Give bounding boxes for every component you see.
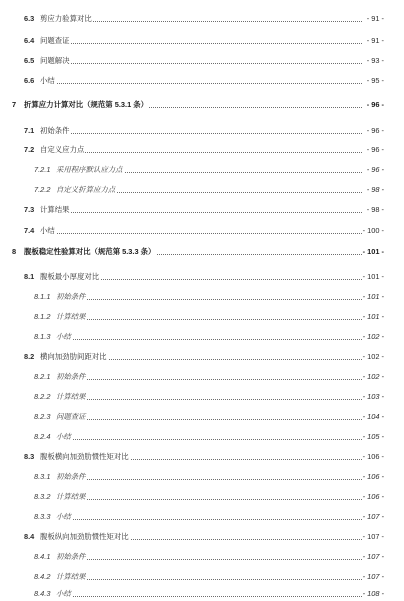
toc-entry[interactable] bbox=[0, 330, 404, 344]
toc-entry[interactable] bbox=[0, 183, 404, 197]
leader-dots bbox=[44, 233, 362, 234]
leader-dots bbox=[60, 579, 362, 580]
toc-entry-number: 8.3.1 bbox=[34, 472, 51, 481]
toc-entry[interactable] bbox=[0, 54, 404, 68]
toc-entry-title: 采用程序默认应力点 bbox=[56, 163, 124, 177]
toc-entry[interactable] bbox=[0, 570, 404, 584]
toc-entry-number: 8.2.4 bbox=[34, 432, 51, 441]
toc-entry-number: 8.1.2 bbox=[34, 312, 51, 321]
toc-entry-title: 小结 bbox=[56, 430, 72, 444]
toc-entry-title: 腹板稳定性验算对比（规范第 5.3.3 条） bbox=[24, 245, 156, 259]
toc-entry-page: - 96 - bbox=[366, 124, 384, 138]
toc-entry-number: 8.4.3 bbox=[34, 589, 51, 598]
toc-entry[interactable] bbox=[0, 290, 404, 304]
toc-entry[interactable] bbox=[0, 270, 404, 284]
toc-entry[interactable] bbox=[0, 390, 404, 404]
toc-entry-page: - 102 - bbox=[362, 330, 384, 344]
toc-entry-page: - 101 - bbox=[362, 290, 384, 304]
toc-entry-title: 初始条件 bbox=[40, 124, 71, 138]
toc-entry-page: - 104 - bbox=[362, 410, 384, 424]
toc-entry-title: 腹板横向加劲肋惯性矩对比 bbox=[40, 450, 130, 464]
toc-entry-number: 7.2.2 bbox=[34, 185, 51, 194]
toc-entry-page: - 101 - bbox=[362, 245, 384, 259]
toc-entry-page: - 107 - bbox=[362, 570, 384, 584]
toc-entry[interactable] bbox=[0, 587, 404, 601]
leader-dots bbox=[60, 339, 362, 340]
toc-entry-number: 8.1.1 bbox=[34, 292, 51, 301]
toc-entry-page: - 108 - bbox=[362, 587, 384, 601]
toc-entry[interactable] bbox=[0, 530, 404, 544]
toc-entry-title: 小结 bbox=[56, 587, 72, 601]
toc-entry[interactable] bbox=[0, 163, 404, 177]
toc-entry-page: - 95 - bbox=[366, 74, 384, 88]
toc-entry-number: 7.3 bbox=[24, 205, 35, 214]
toc-entry-title: 小结 bbox=[56, 510, 72, 524]
toc-entry-page: - 105 - bbox=[362, 430, 384, 444]
toc-entry[interactable] bbox=[0, 34, 404, 48]
toc-entry-number: 8.4.1 bbox=[34, 552, 51, 561]
toc-entry-title: 自定义折算应力点 bbox=[56, 183, 116, 197]
toc-entry-page: - 102 - bbox=[362, 370, 384, 384]
toc-entry-page: - 103 - bbox=[362, 390, 384, 404]
toc-entry-title: 问题查证 bbox=[40, 34, 71, 48]
toc-entry-title: 计算结果 bbox=[56, 390, 87, 404]
toc-entry-page: - 93 - bbox=[366, 54, 384, 68]
leader-dots bbox=[44, 152, 362, 153]
toc-entry-title: 计算结果 bbox=[56, 570, 87, 584]
toc-entry-page: - 96 - bbox=[366, 163, 384, 177]
toc-entry-title: 问题解决 bbox=[40, 54, 71, 68]
toc-entry-page: - 107 - bbox=[362, 510, 384, 524]
toc-entry[interactable] bbox=[0, 143, 404, 157]
toc-entry-number: 8.4 bbox=[24, 532, 35, 541]
toc-entry-title: 问题查证 bbox=[56, 410, 87, 424]
toc-entry[interactable] bbox=[0, 74, 404, 88]
leader-dots bbox=[60, 519, 362, 520]
leader-dots bbox=[60, 596, 362, 597]
leader-dots bbox=[60, 399, 362, 400]
toc-entry-number: 8 bbox=[12, 247, 17, 256]
toc-entry-title: 计算结果 bbox=[40, 203, 71, 217]
toc-entry-number: 8.1.3 bbox=[34, 332, 51, 341]
toc-entry-page: - 106 - bbox=[362, 490, 384, 504]
leader-dots bbox=[60, 379, 362, 380]
leader-dots bbox=[44, 63, 362, 64]
toc-entry[interactable] bbox=[0, 245, 404, 259]
toc-entry-number: 8.2.2 bbox=[34, 392, 51, 401]
toc-entry-page: - 107 - bbox=[362, 530, 384, 544]
toc-entry-number: 8.1 bbox=[24, 272, 35, 281]
toc-entry[interactable] bbox=[0, 203, 404, 217]
toc-entry[interactable] bbox=[0, 224, 404, 238]
toc-entry[interactable] bbox=[0, 370, 404, 384]
leader-dots bbox=[60, 499, 362, 500]
leader-dots bbox=[60, 559, 362, 560]
toc-entry[interactable] bbox=[0, 450, 404, 464]
toc-entry-number: 8.4.2 bbox=[34, 572, 51, 581]
toc-entry-title: 小结 bbox=[56, 330, 72, 344]
toc-entry[interactable] bbox=[0, 98, 404, 112]
toc-entry-title: 初始条件 bbox=[56, 470, 87, 484]
toc-entry-title: 小结 bbox=[40, 224, 56, 238]
toc-entry-number: 6.3 bbox=[24, 14, 35, 23]
toc-entry-number: 7.4 bbox=[24, 226, 35, 235]
toc-entry-number: 8.3.2 bbox=[34, 492, 51, 501]
leader-dots bbox=[44, 212, 362, 213]
toc-entry-page: - 106 - bbox=[362, 470, 384, 484]
leader-dots bbox=[60, 439, 362, 440]
toc-entry-page: - 101 - bbox=[362, 310, 384, 324]
toc-entry-page: - 98 - bbox=[366, 203, 384, 217]
toc-entry-page: - 106 - bbox=[362, 450, 384, 464]
toc-entry[interactable] bbox=[0, 510, 404, 524]
toc-entry-page: - 98 - bbox=[366, 183, 384, 197]
toc-entry-number: 8.2 bbox=[24, 352, 35, 361]
toc-entry[interactable] bbox=[0, 350, 404, 364]
toc-entry[interactable] bbox=[0, 310, 404, 324]
toc-entry-title: 折算应力计算对比（规范第 5.3.1 条） bbox=[24, 98, 149, 112]
toc-entry[interactable] bbox=[0, 124, 404, 138]
leader-dots bbox=[60, 319, 362, 320]
toc-entry-title: 腹板最小厚度对比 bbox=[40, 270, 100, 284]
leader-dots bbox=[44, 43, 362, 44]
toc-entry-page: - 107 - bbox=[362, 550, 384, 564]
toc-entry[interactable] bbox=[0, 490, 404, 504]
toc-entry-number: 8.3.3 bbox=[34, 512, 51, 521]
toc-entry-number: 7 bbox=[12, 100, 17, 109]
leader-dots bbox=[44, 83, 362, 84]
toc-entry-title: 腹板纵向加劲肋惯性矩对比 bbox=[40, 530, 130, 544]
toc-entry-page: - 91 - bbox=[366, 34, 384, 48]
toc-entry-number: 8.2.3 bbox=[34, 412, 51, 421]
toc-entry-page: - 101 - bbox=[362, 270, 384, 284]
toc-entry-page: - 96 - bbox=[366, 98, 384, 112]
toc-entry-number: 8.2.1 bbox=[34, 372, 51, 381]
toc-entry-number: 7.2.1 bbox=[34, 165, 51, 174]
toc-entry-number: 7.2 bbox=[24, 145, 35, 154]
toc-entry-title: 初始条件 bbox=[56, 550, 87, 564]
toc-entry-title: 计算结果 bbox=[56, 490, 87, 504]
toc-entry-page: - 96 - bbox=[366, 143, 384, 157]
toc-entry-number: 6.5 bbox=[24, 56, 35, 65]
toc-entry[interactable] bbox=[0, 430, 404, 444]
leader-dots bbox=[60, 299, 362, 300]
toc-entry[interactable] bbox=[0, 410, 404, 424]
toc-entry-title: 初始条件 bbox=[56, 290, 87, 304]
toc-entry-title: 计算结果 bbox=[56, 310, 87, 324]
leader-dots bbox=[60, 419, 362, 420]
leader-dots bbox=[60, 479, 362, 480]
toc-entry-page: - 100 - bbox=[362, 224, 384, 238]
toc-entry-page: - 102 - bbox=[362, 350, 384, 364]
leader-dots bbox=[44, 133, 362, 134]
toc-entry[interactable] bbox=[0, 550, 404, 564]
toc-entry-number: 8.3 bbox=[24, 452, 35, 461]
toc-entry-number: 6.6 bbox=[24, 76, 35, 85]
toc-entry-number: 6.4 bbox=[24, 36, 35, 45]
toc-entry-page: - 91 - bbox=[366, 12, 384, 26]
toc-entry[interactable] bbox=[0, 12, 404, 26]
toc-entry-title: 小结 bbox=[40, 74, 56, 88]
toc-entry[interactable] bbox=[0, 470, 404, 484]
toc-entry-number: 7.1 bbox=[24, 126, 35, 135]
toc-entry-title: 剪应力验算对比 bbox=[40, 12, 93, 26]
toc-entry-title: 横向加劲肋间距对比 bbox=[40, 350, 108, 364]
toc-entry-title: 自定义应力点 bbox=[40, 143, 85, 157]
toc-entry-title: 初始条件 bbox=[56, 370, 87, 384]
